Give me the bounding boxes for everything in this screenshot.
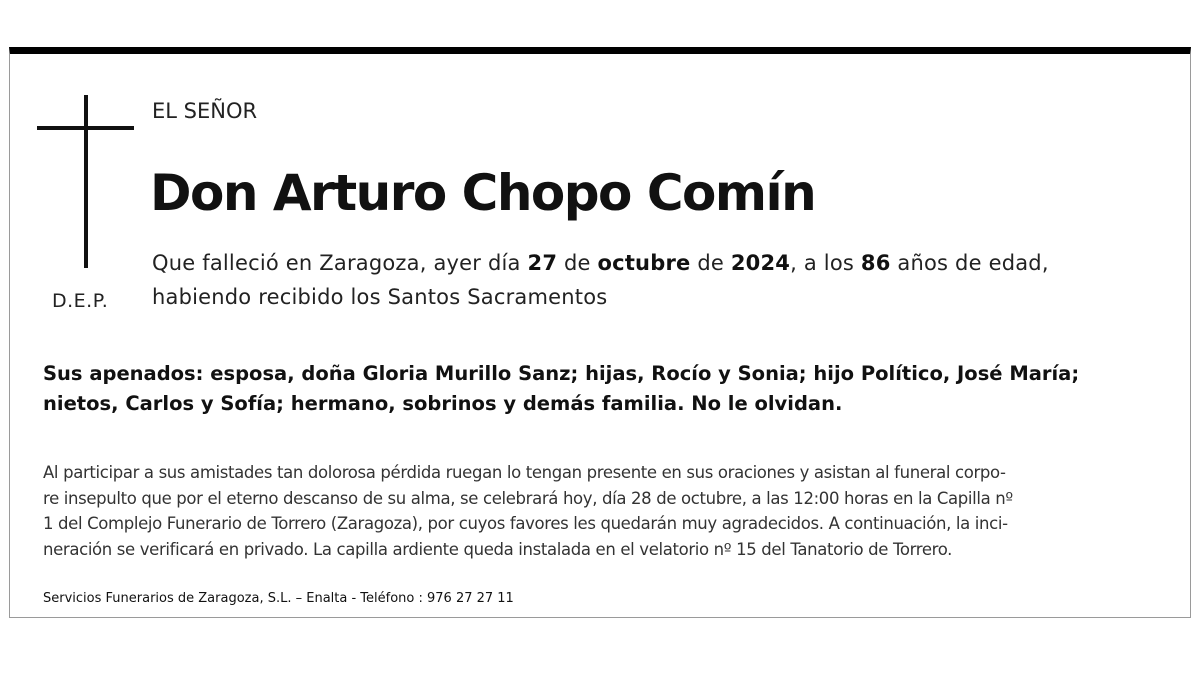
pretitle: EL SEÑOR [152,99,258,123]
cross-icon-bar [37,126,134,130]
death-day: 27 [527,251,558,275]
death-month: octubre [597,251,691,275]
funeral-service-footer: Servicios Funerarios de Zaragoza, S.L. – Enalta - Teléfono : 976 27 27 11 [43,591,514,606]
death-text: de [690,251,731,275]
death-text: , a los [790,251,861,275]
obituary-notice [9,47,1191,618]
funeral-details-line: re insepulto que por el eterno descanso de su alma, se celebrará hoy, día 28 de octubre, a las 12:00 horas en la Capilla nº [43,488,1013,508]
dep-label: D.E.P. [52,290,109,312]
deceased-name: Don Arturo Chopo Comín [150,164,816,222]
death-statement [152,246,1172,314]
death-sacraments: habiendo recibido los Santos Sacramentos [152,285,608,309]
funeral-details-line: 1 del Complejo Funerario de Torrero (Zaragoza), por cuyos favores les quedarán muy agradecidos. A continuación, la inci- [43,514,1008,533]
family-list: Sus apenados: esposa, doña Gloria Murillo Sanz; hijas, Rocío y Sonia; hijo Político, José María; nietos, Carlos y Sofía; hermano, sobrinos y demás familia. No le olvidan. [43,362,1080,415]
cross-icon [84,95,88,268]
death-year: 2024 [730,251,791,275]
funeral-details-line: Al participar a sus amistades tan dolorosa pérdida ruegan lo tengan presente en sus oraciones y asistan al funeral corpo- [43,463,1006,482]
death-text: Que falleció en Zaragoza, ayer día [152,251,528,275]
death-age: 86 [860,251,891,275]
death-text: años de edad, [890,251,1049,275]
funeral-details-line: neración se verificará en privado. La capilla ardiente queda instalada en el velatorio nº 15 del Tanatorio de Torrero. [43,539,953,559]
funeral-details [43,460,1163,562]
death-text: de [557,251,598,275]
